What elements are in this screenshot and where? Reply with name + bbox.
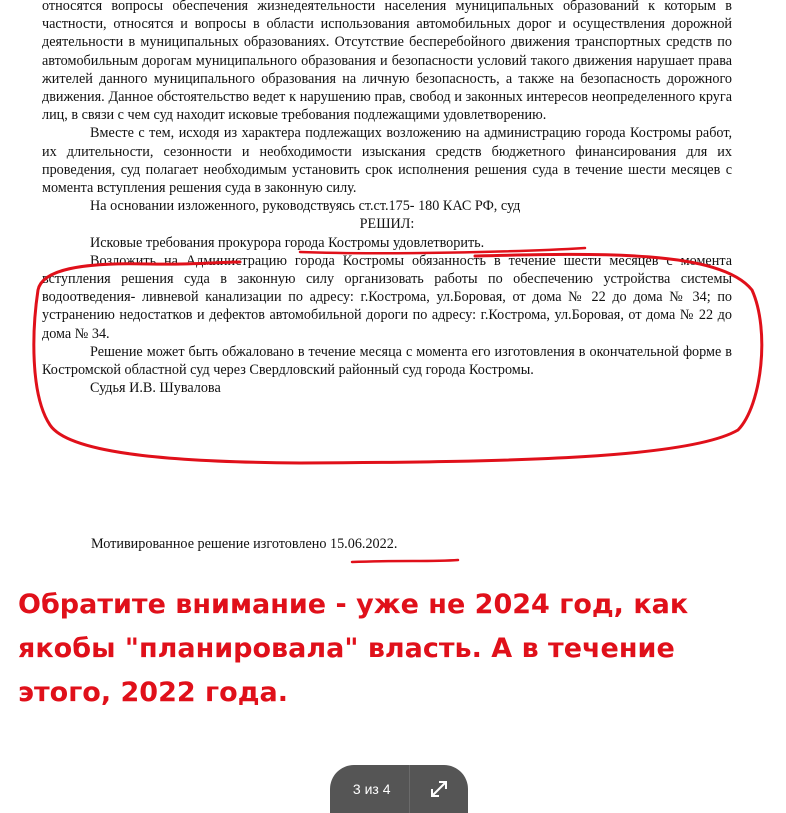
motivated-decision-line [91,536,397,553]
date-underline-stroke [352,560,458,562]
paragraph-obligation: Возложить на Администрацию города Костромы обязанность в течение шести месяцев с момента вступления решения суда в законную силу организовать работы по обеспечению устройства системы водоотведения- ливневой канализации по адресу: г.Кострома, ул.Боровая, от дома № 22 до дома № 34; по устранению недостатков и дефектов автомобильной дороги по адресу: г.Кострома, ул.Боровая, от дома № 22 до дома № 34. [42,252,732,342]
motivated-label: Мотивированное решение изготовлено [91,536,327,552]
paragraph-appeal: Решение может быть обжаловано в течение месяца с момента его изготовления в окончательной форме в Костромской областной суд через Свердловский районный суд города Костромы. [42,343,732,379]
expand-button[interactable] [410,765,468,813]
paragraph-deadline: Вместе с тем, исходя из характера подлежащих возложению на администрацию города Костромы работ, их длительности, сезонности и необходимости изыскания средств бюджетного финансирования для их проведения, суд полагает необходимым установить срок исполнения решения суда в течение шести месяцев с момента вступления решения суда в законную силу. [42,125,732,197]
paragraph-continued: относятся вопросы обеспечения жизнедеятельности населения муниципальных образований к которым в частности, относятся и вопросы в области использования автомобильных дорог и осуществления дорожной деятельности в муниципальных образованиях. Отсутствие бесперебойного движения транспортных средств по автомобильным дорогам муниципального образования и безопасности условий такого движения нарушает права жителей данного муниципального образования на личную безопасность, а также на безопасность дорожного движения. Данное обстоятельство ведет к нарушению прав, свобод и законных интересов неопределенного круга лиц, в связи с чем суд находит исковые требования подлежащими удовлетворению. [42,0,732,124]
page-viewer-controls [330,765,468,813]
motivated-date: 15.06.2022. [329,536,398,552]
callout-note: Обратите внимание - уже не 2024 год, как якобы "планировала" власть. А в течение этого, 2022 года. [18,589,689,708]
paragraph-basis: На основании изложенного, руководствуясь ст.ст.175- 180 КАС РФ, суд [90,198,521,215]
page-counter: 3 из 4 [352,781,391,797]
judge-signature: Судья И.В. Шувалова [90,380,221,397]
expand-arrows-icon [428,778,450,800]
document-text [42,0,732,397]
paragraph-claims-granted: Исковые требования прокурора города Костромы удовлетворить. [90,234,485,251]
decision-heading: РЕШИЛ: [359,216,415,233]
